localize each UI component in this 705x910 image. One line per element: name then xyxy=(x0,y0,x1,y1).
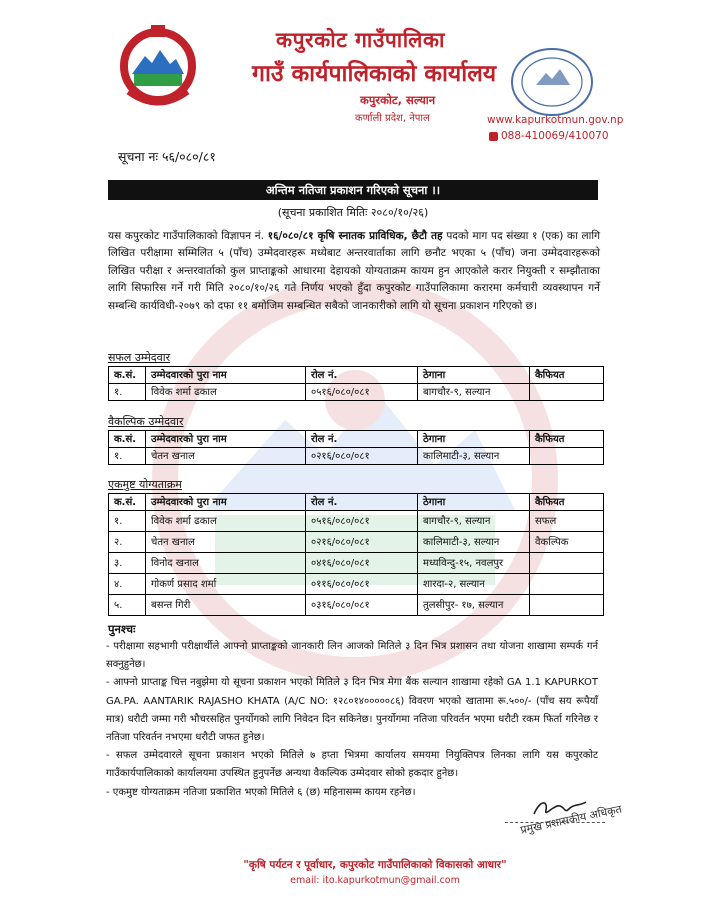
address-line-2: कर्णाली प्रदेश, नेपाल xyxy=(355,113,430,124)
col-roll: रोल नं. xyxy=(306,367,418,384)
col-sn: क.सं. xyxy=(109,367,146,384)
alternate-label: वैकल्पिक उम्मेदवार xyxy=(108,415,184,428)
table-header-row xyxy=(109,494,604,511)
notes-title: पुनश्चः xyxy=(108,622,136,636)
cell-roll: ०२१६/०८०/०८१ xyxy=(306,532,418,553)
table-row xyxy=(109,595,604,616)
successful-table xyxy=(108,366,604,401)
merit-table xyxy=(108,493,604,616)
col-name: उम्मेदवारको पुरा नाम xyxy=(146,494,306,511)
cell-name: बसन्त गिरी xyxy=(146,595,306,616)
phone-text: 088-410069/410070 xyxy=(501,130,609,142)
note-item: - सफल उम्मेदवारले सूचना प्रकाशन भएको मितिले ७ हप्ता भित्रमा कार्यालय समयमा नियुक्तिपत्र लिनका लागि यस कपुरकोट गाउँकार्यपालिकाको कार्यालयमा उपस्थित हुनुपर्नेछ अन्यथा वैकल्पिक उम्मेदवार सोको हकदार हुनेछ। xyxy=(106,750,598,780)
table-header-row xyxy=(109,367,604,384)
cell-address: बागचौर-९, सल्यान xyxy=(418,384,530,401)
cell-roll: ०२१६/०८०/०८१ xyxy=(306,448,418,465)
table-row xyxy=(109,553,604,574)
cell-name: गोकर्ण प्रसाद शर्मा xyxy=(146,574,306,595)
col-address: ठेगाना xyxy=(418,367,530,384)
intro-bold: १६/०८०/८१ कृषि स्नातक प्राविधिक, छैटौ तह xyxy=(267,230,443,242)
notice-banner-title: अन्तिम नतिजा प्रकाशन गरिएको सूचना ।। xyxy=(108,180,598,200)
cell-remarks xyxy=(530,448,604,465)
merit-label: एकमुष्ट योग्यताक्रम xyxy=(108,478,182,491)
cell-remarks: वैकल्पिक xyxy=(530,532,604,553)
successful-label: सफल उम्मेदवार xyxy=(108,351,171,364)
website-link[interactable]: www.kapurkotmun.gov.np xyxy=(487,114,624,126)
col-sn: क.सं. xyxy=(109,431,146,448)
notice-number: सूचना नः ५६/०८०/८१ xyxy=(118,149,216,164)
col-name: उम्मेदवारको पुरा नाम xyxy=(146,431,306,448)
table-row xyxy=(109,384,604,401)
office-seal-icon xyxy=(508,45,596,119)
col-remarks: कैफियत xyxy=(530,367,604,384)
note-item: - परीक्षामा सहभागी परीक्षार्थीले आफ्नो प्राप्ताङ्कको जानकारी लिन आजको मितिले ३ दिन भित्र प्रशासन तथा योजना शाखामा सम्पर्क गर्न सक्नुहुनेछ। xyxy=(106,641,598,671)
cell-remarks xyxy=(530,595,604,616)
cell-roll: ०५१६/०८०/०८१ xyxy=(306,384,418,401)
cell-roll: ०११६/०८०/०८१ xyxy=(306,574,418,595)
col-roll: रोल नं. xyxy=(306,431,418,448)
published-date: (सूचना प्रकाशित मितिः २०८०/१०/२६) xyxy=(277,206,429,219)
col-remarks: कैफियत xyxy=(530,431,604,448)
address-line-1: कपुरकोट, सल्यान xyxy=(360,93,436,107)
cell-address: कालिमाटी-३, सल्यान xyxy=(418,532,530,553)
cell-roll: ०५१६/०८०/०८१ xyxy=(306,511,418,532)
cell-name: विवेक शर्मा ढकाल xyxy=(146,511,306,532)
nepal-emblem-icon xyxy=(118,22,198,108)
col-sn: क.सं. xyxy=(109,494,146,511)
cell-sn: ४. xyxy=(109,574,146,595)
cell-roll: ०३१६/०८०/०८१ xyxy=(306,595,418,616)
cell-remarks: सफल xyxy=(530,511,604,532)
alternate-table xyxy=(108,430,604,465)
cell-name: चेतन खनाल xyxy=(146,532,306,553)
notes-list xyxy=(106,638,598,802)
cell-remarks xyxy=(530,553,604,574)
note-item: - आफ्नो प्राप्ताङ्क चित्त नबुझेमा यो सूचना प्रकाशन भएको मितिले ३ दिन भित्र मेगा बैंक सल्यान शाखामा रहेको GA 1.1 KAPURKOT GA.PA. AANTARIK RAJASHO KHATA (A/C NO: १२८०१४०००००८६) विवरण भएको खातामा रू.५००/- (पाँच सय रूपैयाँ मात्र) धरौटी जम्मा गरी भौचरसहित पुनर्योगको लागि निवेदन दिन सकिनेछ। पुनर्योगमा नतिजा परिवर्तन भएमा धरौटी रकम फिर्ता गरिनेछ र नतिजा परिवर्तन नभएमा धरौटी जफत हुनेछ। xyxy=(106,677,598,744)
footer-email[interactable]: email: ito.kapurkotmun@gmail.com xyxy=(290,875,460,886)
col-name: उम्मेदवारको पुरा नाम xyxy=(146,367,306,384)
intro-paragraph xyxy=(108,228,600,315)
cell-name: विनोद खनाल xyxy=(146,553,306,574)
note-item: - एकमुष्ट योग्यताक्रम नतिजा प्रकाशित भएको मितिले ६ (छ) महिनासम्म कायम रहनेछ। xyxy=(106,786,416,798)
intro-part1: यस कपुरकोट गाउँपालिकाको विज्ञापन नं. xyxy=(108,230,268,242)
cell-roll: ०४१६/०८०/०८१ xyxy=(306,553,418,574)
cell-sn: २. xyxy=(109,532,146,553)
col-roll: रोल नं. xyxy=(306,494,418,511)
cell-address: शारदा-२, सल्यान xyxy=(418,574,530,595)
office-name: गाउँ कार्यपालिकाको कार्यालय xyxy=(252,61,497,87)
cell-remarks xyxy=(530,574,604,595)
table-row xyxy=(109,574,604,595)
cell-address: मध्यविन्दु-१५, नवलपुर xyxy=(418,553,530,574)
table-header-row xyxy=(109,431,604,448)
phone-number xyxy=(489,130,609,142)
col-address: ठेगाना xyxy=(418,494,530,511)
cell-address: कालिमाटी-३, सल्यान xyxy=(418,448,530,465)
signatory-title: प्रमुख प्रशासकीय अधिकृत xyxy=(519,802,623,837)
cell-sn: ५. xyxy=(109,595,146,616)
footer-slogan: "कृषि पर्यटन र पूर्वाधार, कपुरकोट गाउँपालिकाको विकासको आधार" xyxy=(243,859,507,871)
phone-icon xyxy=(489,132,498,141)
col-remarks: कैफियत xyxy=(530,494,604,511)
cell-sn: १. xyxy=(109,448,146,465)
cell-address: बागचौर-९, सल्यान xyxy=(418,511,530,532)
table-row xyxy=(109,532,604,553)
cell-sn: १. xyxy=(109,511,146,532)
cell-sn: १. xyxy=(109,384,146,401)
col-address: ठेगाना xyxy=(418,431,530,448)
municipality-name: कपुरकोट गाउँपालिका xyxy=(276,28,445,52)
table-row xyxy=(109,511,604,532)
cell-address: तुलसीपुर- १७, सल्यान xyxy=(418,595,530,616)
cell-name: चेतन खनाल xyxy=(146,448,306,465)
cell-sn: ३. xyxy=(109,553,146,574)
intro-part2: पदको माग पद संख्या १ (एक) का लागि लिखित परीक्षामा सम्मिलित ५ (पाँच) उम्मेदवारहरू मध्येबाट अन्तरवार्ताका लागि छनौट भएका ५ (पाँच) जना उम्मेदवारहरूको लिखित परीक्षा र अन्तरवार्ताको कुल प्राप्ताङ्कको आधारमा देहायको योग्यताक्रम कायम हुन आएकोले करार नियुक्ती र सम्झौताका लागि सिफारिस गर्ने गरी मिति २०८०/१०/२६ गते निर्णय भएको हुँदा कपुरकोट गाउँपालिकामा करारमा कर्मचारी व्यवस्थापन गर्ने सम्बन्धि कार्यविधी-२०७९ को दफा ११ बमोजिम सम्बन्धित सबैको जानकारीको लागि यो सूचना प्रकाशन गरिएको छ। xyxy=(108,230,600,312)
table-row xyxy=(109,448,604,465)
cell-remarks xyxy=(530,384,604,401)
cell-name: विवेक शर्मा ढकाल xyxy=(146,384,306,401)
